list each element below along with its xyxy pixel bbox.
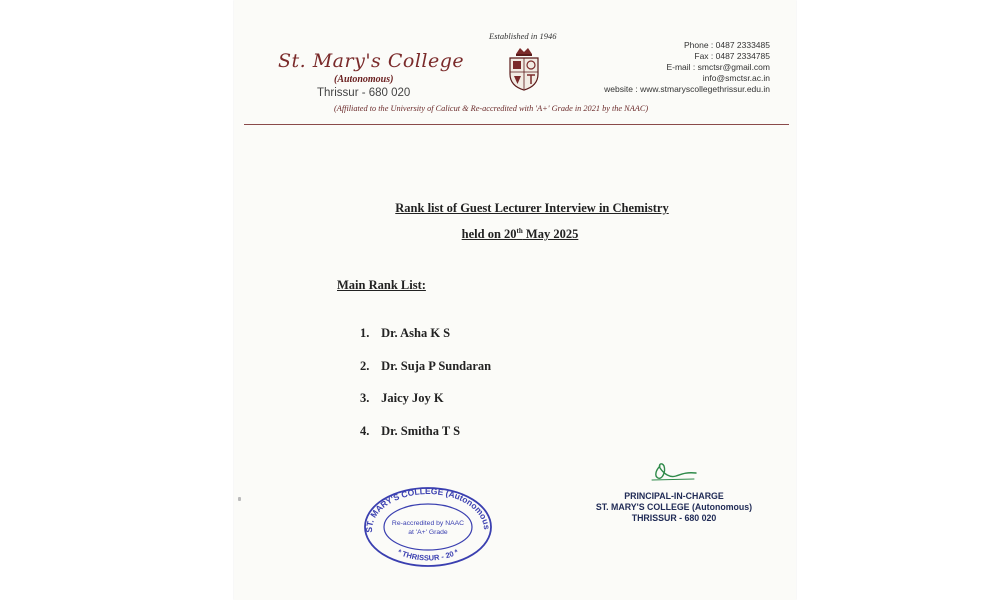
rank-list-item <box>360 391 491 424</box>
document-title: Rank list of Guest Lecturer Interview in Chemistry <box>395 201 669 215</box>
signatory-block <box>574 491 774 524</box>
seal-outer-text: ST. MARY'S COLLEGE (Autonomous <box>363 486 493 533</box>
college-seal-stamp <box>362 486 494 568</box>
college-autonomous-label: (Autonomous) <box>334 74 394 85</box>
rank-number: 4. <box>360 423 370 438</box>
seal-inner-line2: at 'A+' Grade <box>408 529 448 536</box>
signatory-title: PRINCIPAL-IN-CHARGE <box>624 491 724 501</box>
date-suffix: May 2025 <box>522 227 579 242</box>
college-name: St. Mary's College <box>278 50 465 72</box>
affiliation-statement: (Affiliated to the University of Calicut & Re-accredited with 'A+' Grade in 2021 by the NAAC) <box>334 104 649 113</box>
phone-number: Phone : 0487 2333485 <box>683 40 770 50</box>
header-divider <box>244 124 789 125</box>
seal-inner-line1: Re-accredited by NAAC <box>391 520 465 527</box>
rank-number: 1. <box>360 326 370 340</box>
email-address-secondary: info@smctsr.ac.in <box>702 73 770 83</box>
contact-block <box>604 40 770 95</box>
candidate-name: Dr. Asha K S <box>381 326 451 340</box>
rank-list-item <box>360 326 491 359</box>
section-heading: Main Rank List: <box>337 278 426 292</box>
signatory-institution: ST. MARY'S COLLEGE (Autonomous) <box>595 502 753 512</box>
candidate-name: Dr. Suja P Sundaran <box>381 358 492 373</box>
established-year: Established in 1946 <box>489 31 557 41</box>
website-url: website : www.stmaryscollegethrissur.edu.in <box>604 84 770 94</box>
document-subtitle <box>239 227 796 242</box>
date-ordinal: th <box>516 227 523 235</box>
rank-list-item <box>360 424 491 457</box>
rank-list-item <box>360 359 491 392</box>
fax-number: Fax : 0487 2334785 <box>694 51 770 61</box>
candidate-name: Dr. Smitha T S <box>381 423 461 438</box>
scan-speck <box>238 497 241 501</box>
college-crest-icon <box>504 44 544 92</box>
rank-number: 2. <box>360 358 370 373</box>
rank-number: 3. <box>360 391 370 405</box>
candidate-name: Jaicy Joy K <box>381 391 444 405</box>
rank-list <box>360 326 491 456</box>
document-page <box>234 0 796 600</box>
signature-icon <box>646 458 700 484</box>
email-address: E-mail : smctsr@gmail.com <box>666 62 770 72</box>
date-prefix: held on 20 <box>461 227 517 242</box>
seal-bottom-text: * THRISSUR - 20 * <box>396 547 460 563</box>
signatory-city: THRISSUR - 680 020 <box>631 513 717 523</box>
college-city: Thrissur - 680 020 <box>317 87 411 99</box>
